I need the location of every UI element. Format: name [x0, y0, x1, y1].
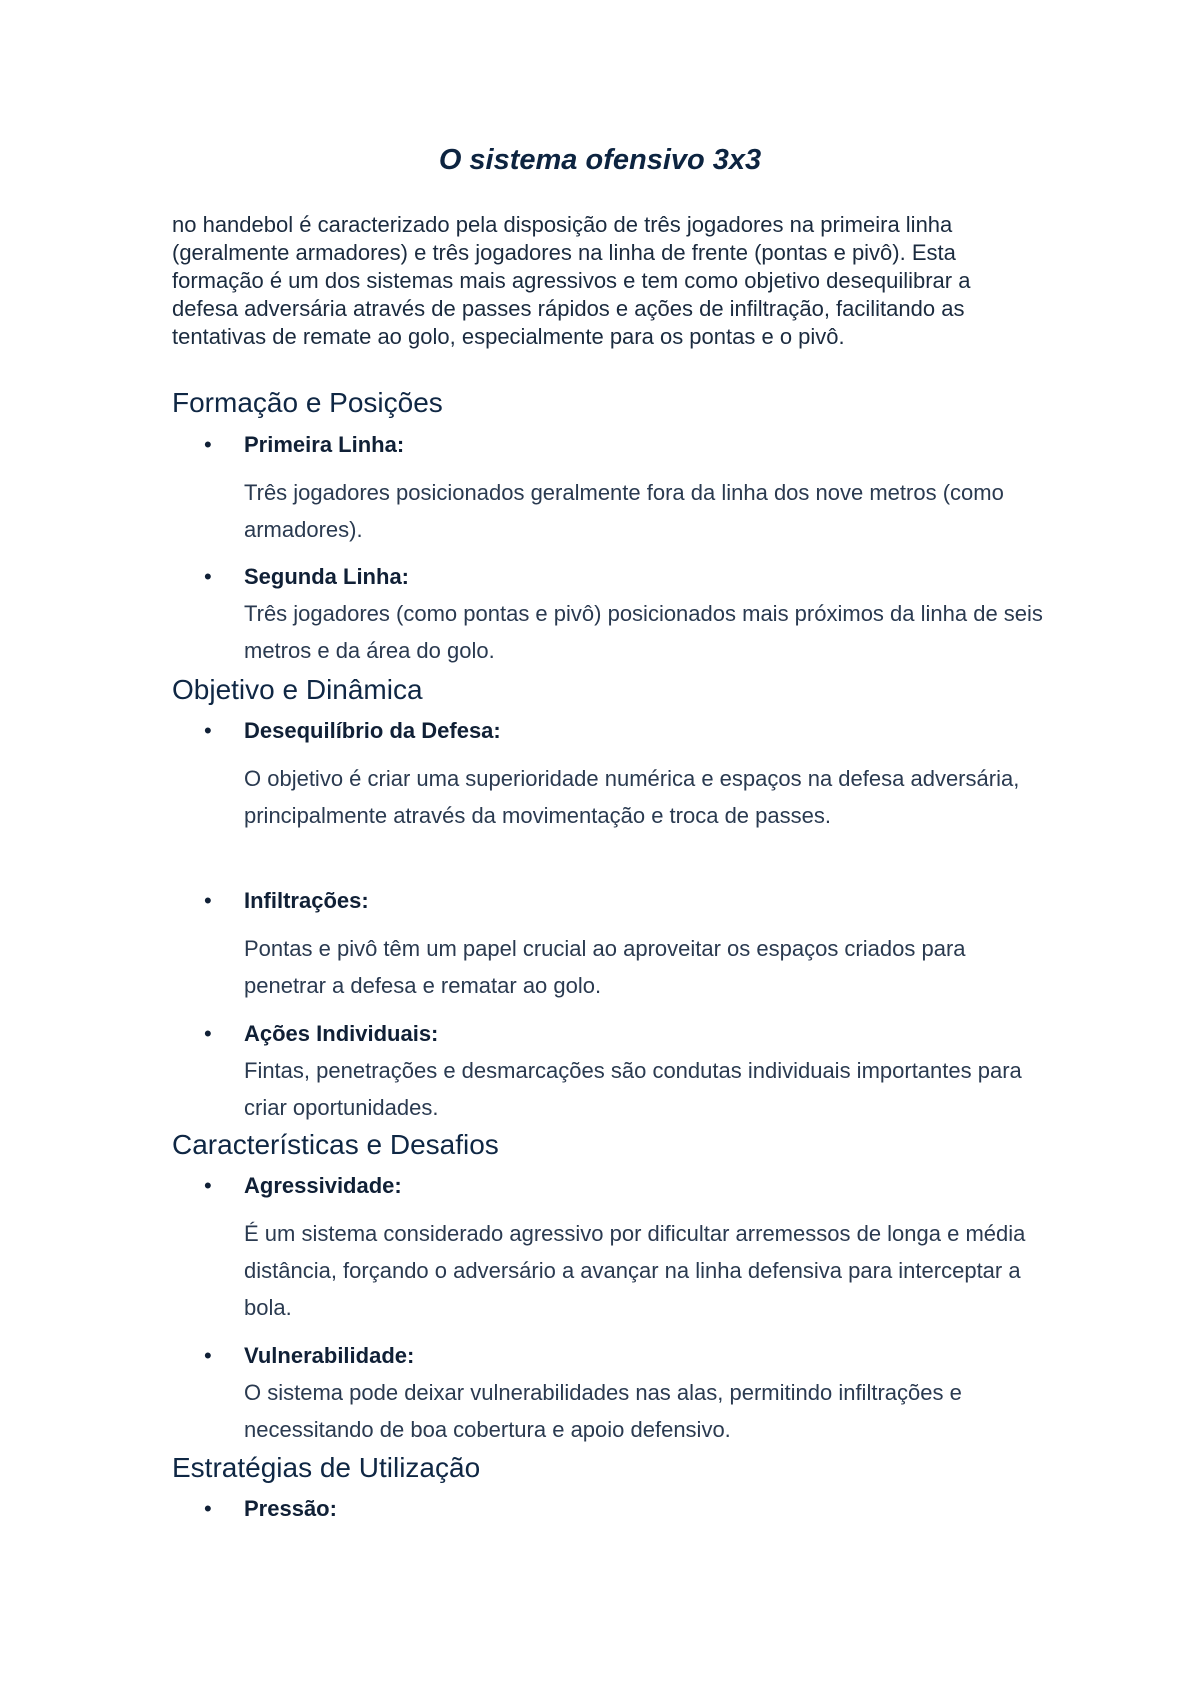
item-text-primeira-linha: Três jogadores posicionados geralmente fora da linha dos nove metros (como armadores). — [244, 480, 1004, 542]
section-heading-estrategias: Estratégias de Utilização — [172, 1452, 481, 1483]
document-title: O sistema ofensivo 3x3 — [438, 144, 762, 176]
item-text-segunda-linha: Três jogadores (como pontas e pivô) posicionados mais próximos da linha de seis metros e da área do golo. — [244, 601, 1043, 663]
section-heading-caracteristicas: Características e Desafios — [172, 1129, 499, 1160]
item-label-infiltracoes: Infiltrações: — [244, 888, 369, 913]
item-label-primeira-linha: Primeira Linha: — [244, 432, 405, 457]
bullet-icon: • — [204, 1021, 212, 1046]
item-label-acoes-individuais: Ações Individuais: — [244, 1021, 439, 1046]
item-label-agressividade: Agressividade: — [244, 1173, 402, 1198]
item-label-vulnerabilidade: Vulnerabilidade: — [244, 1343, 415, 1368]
item-label-desequilibrio: Desequilíbrio da Defesa: — [244, 718, 501, 743]
bullet-icon: • — [204, 1343, 212, 1368]
section-heading-objetivo: Objetivo e Dinâmica — [172, 674, 423, 705]
bullet-icon: • — [204, 888, 212, 913]
bullet-icon: • — [204, 432, 212, 457]
item-label-pressao: Pressão: — [244, 1496, 337, 1521]
bullet-icon: • — [204, 718, 212, 743]
item-text-agressividade: É um sistema considerado agressivo por dificultar arremessos de longa e média distância, forçando o adversário a avançar na linha defensiva para interceptar a bola. — [244, 1221, 1026, 1320]
bullet-icon: • — [204, 1173, 212, 1198]
item-text-vulnerabilidade: O sistema pode deixar vulnerabilidades nas alas, permitindo infiltrações e necessitando de boa cobertura e apoio defensivo. — [244, 1380, 962, 1442]
bullet-icon: • — [204, 1496, 212, 1521]
item-text-infiltracoes: Pontas e pivô têm um papel crucial ao aproveitar os espaços criados para penetrar a defesa e rematar ao golo. — [244, 936, 966, 998]
item-text-acoes-individuais: Fintas, penetrações e desmarcações são condutas individuais importantes para criar oportunidades. — [244, 1058, 1022, 1120]
item-text-desequilibrio: O objetivo é criar uma superioridade numérica e espaços na defesa adversária, principalmente através da movimentação e troca de passes. — [244, 766, 1020, 828]
section-heading-formacao: Formação e Posições — [172, 387, 443, 418]
bullet-icon: • — [204, 564, 212, 589]
intro-paragraph: no handebol é caracterizado pela disposição de três jogadores na primeira linha (geralmente armadores) e três jogadores na linha de frente (pontas e pivô). Esta formação é um dos sistemas mais agressivos e tem como objetivo desequilibrar a defesa adversária através de passes rápidos e ações de infiltração, facilitando as tentativas de remate ao golo, especialmente para os pontas e o pivô. — [172, 212, 971, 349]
item-label-segunda-linha: Segunda Linha: — [244, 564, 409, 589]
